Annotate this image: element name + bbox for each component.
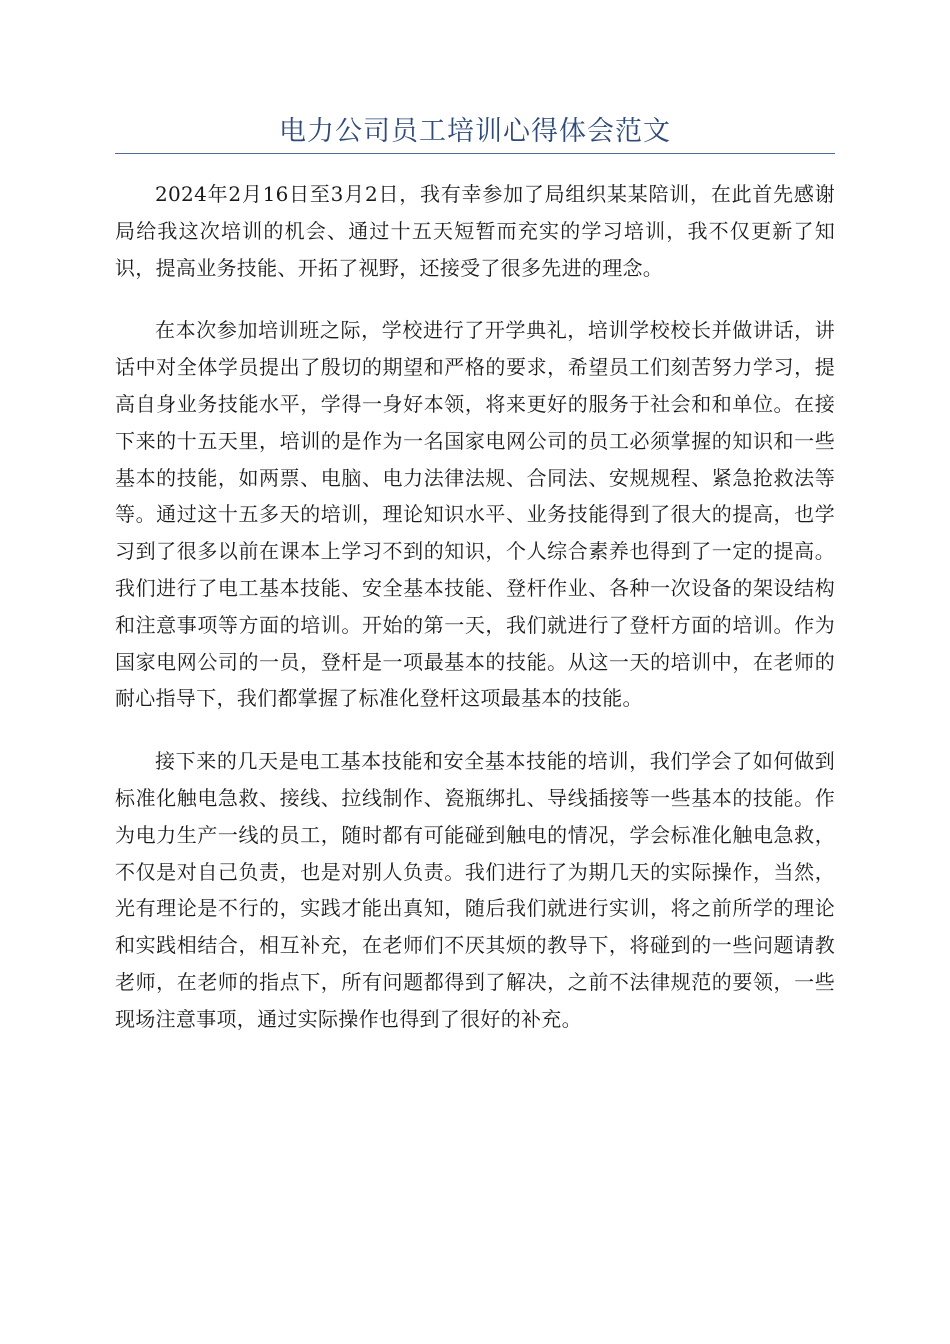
title-underline [115, 153, 835, 154]
paragraph-3: 接下来的几天是电工基本技能和安全基本技能的培训，我们学会了如何做到标准化触电急救、接线、拉线制作、瓷瓶绑扎、导线插接等一些基本的技能。作为电力生产一线的员工，随时都有可能碰到触电的情况，学会标准化触电急救，不仅是对自己负责，也是对别人负责。我们进行了为期几天的实际操作，当然，光有理论是不行的，实践才能出真知，随后我们就进行实训，将之前所学的理论和实践相结合，相互补充，在老师们不厌其烦的教导下，将碰到的一些问题请教老师，在老师的指点下，所有问题都得到了解决，之前不法律规范的要领，一些现场注意事项，通过实际操作也得到了很好的补充。 [115, 749, 835, 1031]
paragraph-2: 在本次参加培训班之际，学校进行了开学典礼，培训学校校长并做讲话，讲话中对全体学员提出了殷切的期望和严格的要求，希望员工们刻苦努力学习，提高自身业务技能水平，学得一身好本领，将来更好的服务于社会和和单位。在接下来的十五天里，培训的是作为一名国家电网公司的员工必须掌握的知识和一些基本的技能，如两票、电脑、电力法律法规、合同法、安规规程、紧急抢救法等等。通过这十五多天的培训，理论知识水平、业务技能得到了很大的提高，也学习到了很多以前在课本上学习不到的知识，个人综合素养也得到了一定的提高。我们进行了电工基本技能、安全基本技能、登杆作业、各种一次设备的架设结构和注意事项等方面的培训。开始的第一天，我们就进行了登杆方面的培训。作为国家电网公司的一员，登杆是一项最基本的技能。从这一天的培训中，在老师的耐心指导下，我们都掌握了标准化登杆这项最基本的技能。 [115, 318, 835, 711]
document-body [115, 176, 835, 1064]
document-title: 电力公司员工培训心得体会范文 [279, 116, 671, 147]
paragraph-1: 2024年2月16日至3月2日，我有幸参加了局组织某某陪训，在此首先感谢局给我这次培训的机会、通过十五天短暂而充实的学习培训，我不仅更新了知识，提高业务技能、开拓了视野，还接受了很多先进的理念。 [115, 182, 835, 280]
